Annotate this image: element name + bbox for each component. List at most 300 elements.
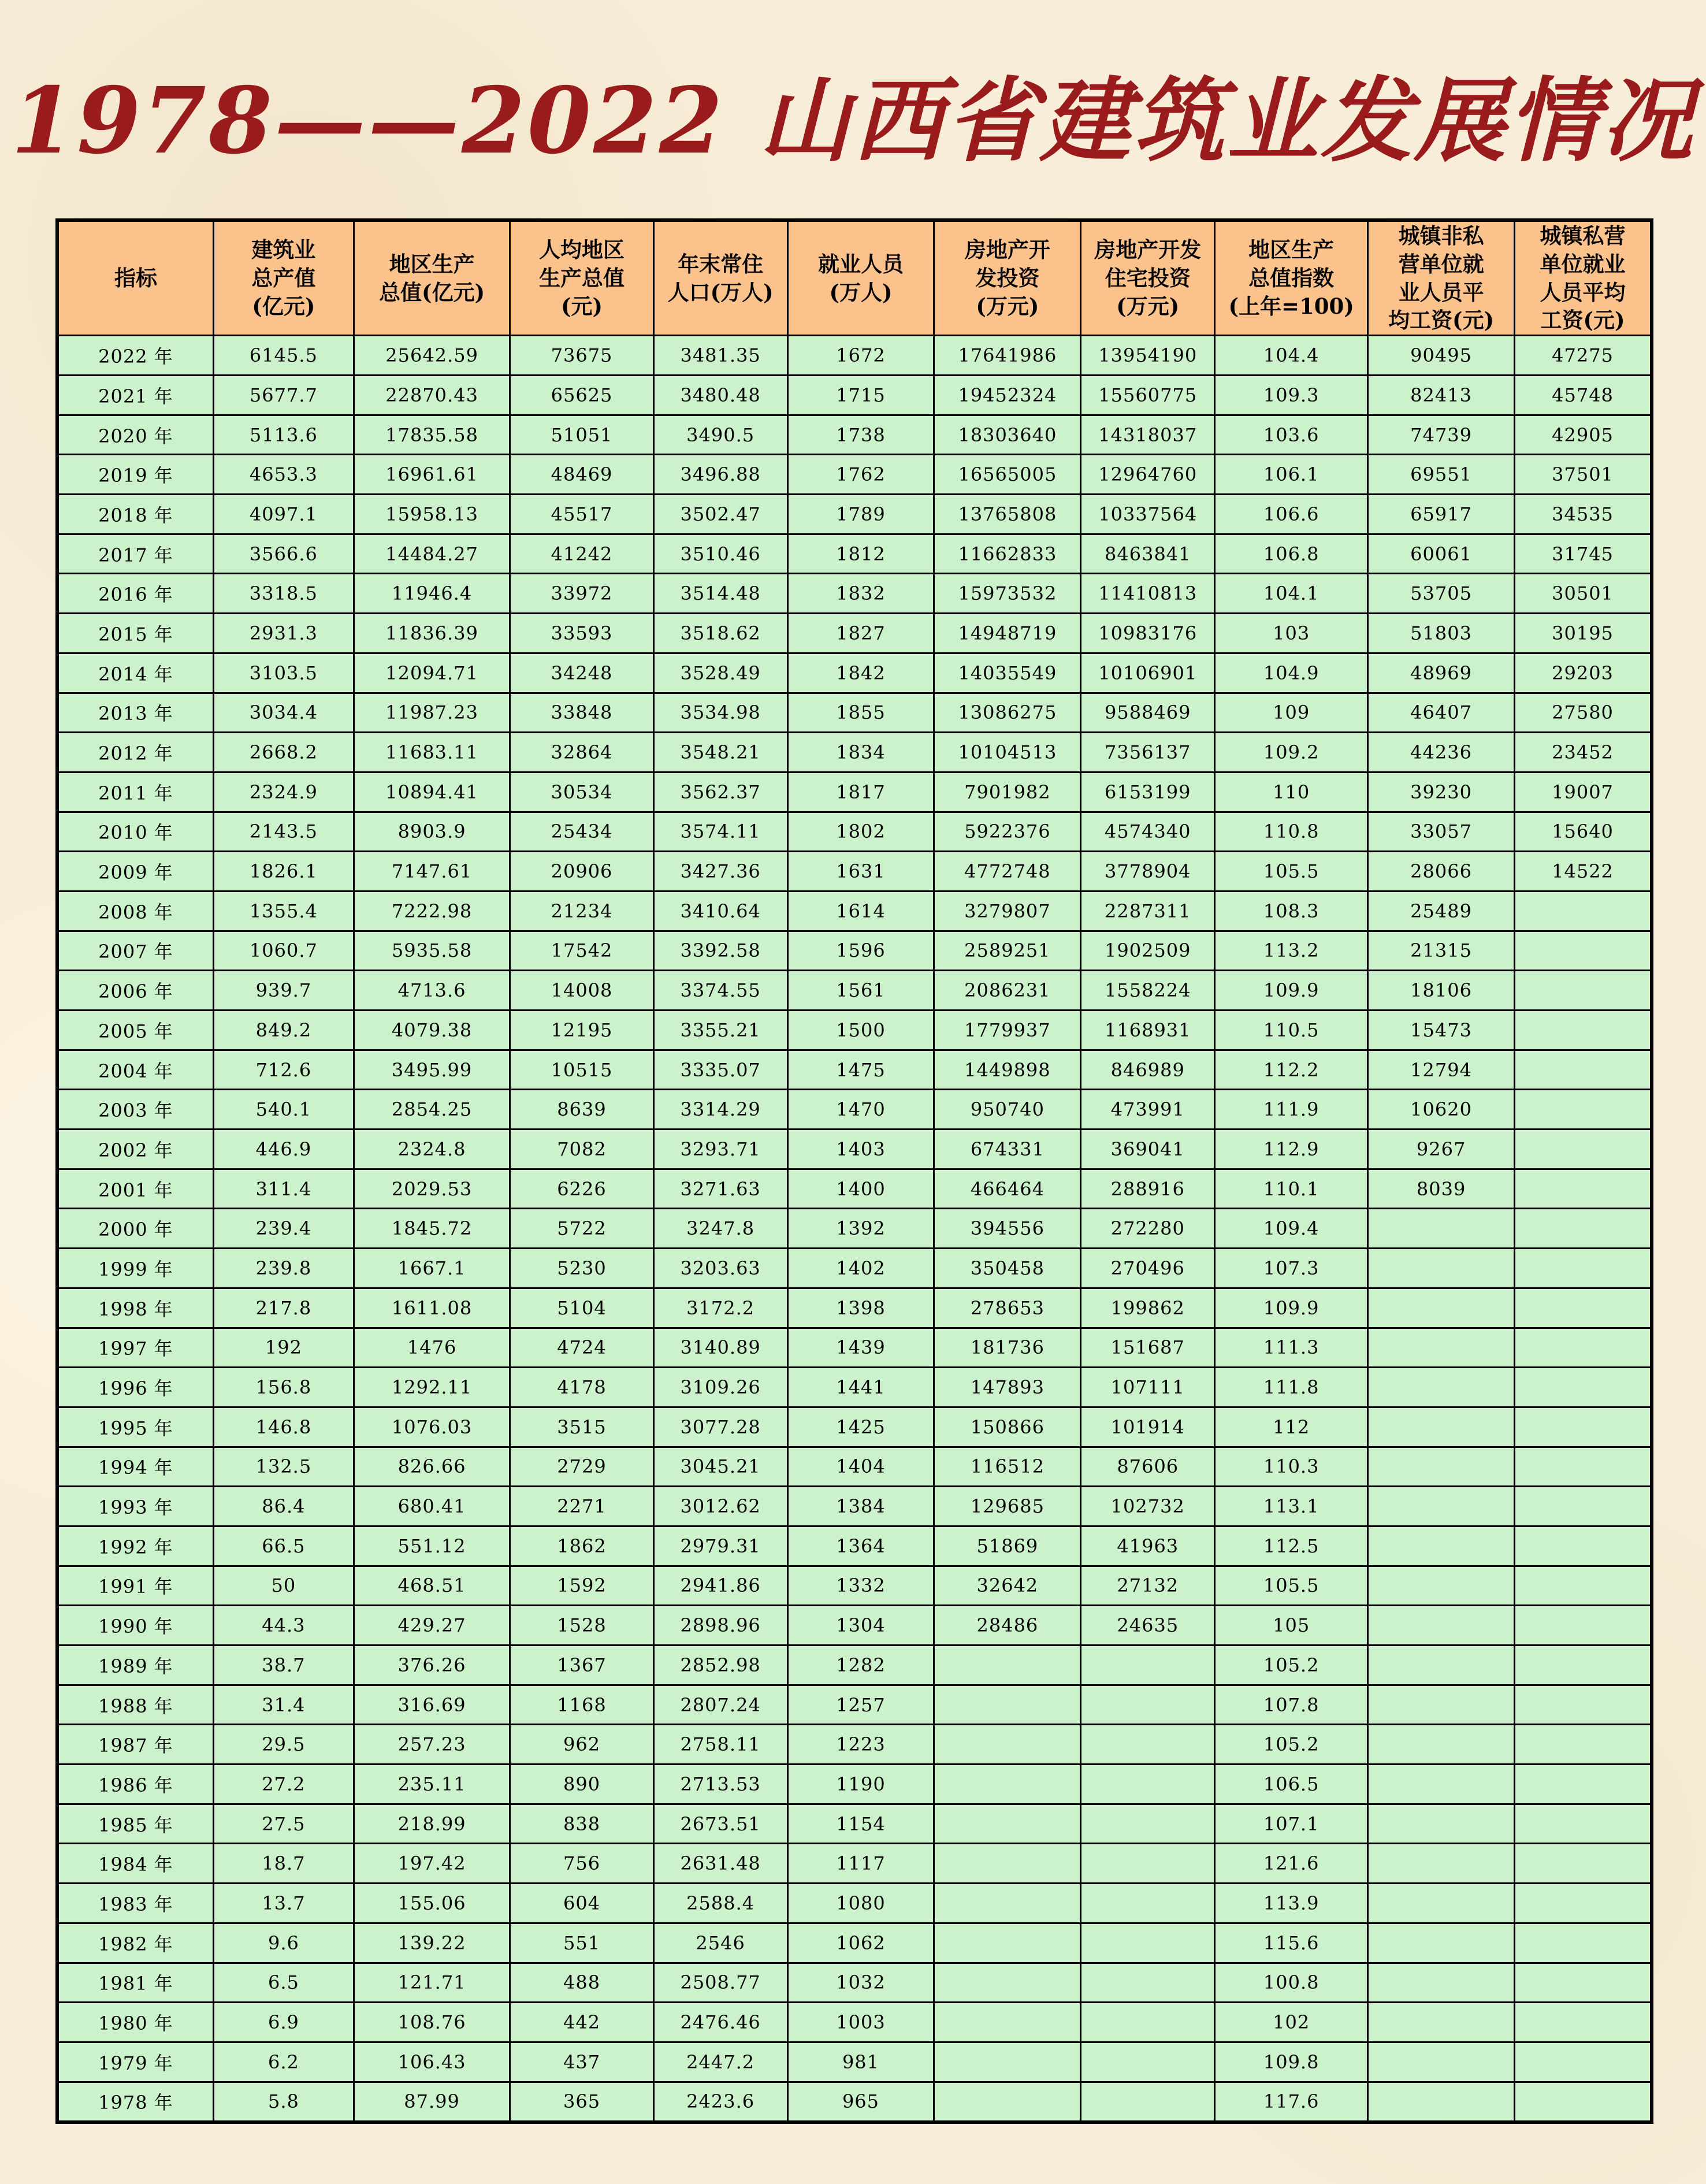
value-cell: 3271.63 xyxy=(653,1169,787,1209)
value-cell: 3045.21 xyxy=(653,1447,787,1487)
value-cell: 11683.11 xyxy=(354,733,510,772)
value-cell: 2898.96 xyxy=(653,1606,787,1646)
value-cell: 1779937 xyxy=(934,1011,1081,1050)
value-cell: 41242 xyxy=(510,534,653,574)
value-cell xyxy=(1081,1646,1215,1685)
value-cell: 3279807 xyxy=(934,891,1081,931)
value-cell xyxy=(1081,1804,1215,1844)
value-cell: 103.6 xyxy=(1215,415,1368,455)
value-cell: 1470 xyxy=(787,1090,934,1130)
column-header-8: 地区生产 总值指数 (上年=100) xyxy=(1215,220,1368,336)
value-cell: 110.3 xyxy=(1215,1447,1368,1487)
value-cell: 3318.5 xyxy=(213,574,354,614)
value-cell: 2758.11 xyxy=(653,1725,787,1765)
value-cell: 217.8 xyxy=(213,1288,354,1328)
column-header-3: 人均地区 生产总值 (元) xyxy=(510,220,653,336)
table-row xyxy=(57,336,1652,376)
value-cell xyxy=(1515,1765,1652,1804)
value-cell: 33972 xyxy=(510,574,653,614)
value-cell: 3355.21 xyxy=(653,1011,787,1050)
value-cell: 17542 xyxy=(510,931,653,971)
value-cell: 31.4 xyxy=(213,1685,354,1725)
value-cell xyxy=(1515,1963,1652,2003)
table-row xyxy=(57,495,1652,534)
value-cell: 1168931 xyxy=(1081,1011,1215,1050)
table-row xyxy=(57,1725,1652,1765)
value-cell: 32642 xyxy=(934,1566,1081,1606)
value-cell: 8639 xyxy=(510,1090,653,1130)
year-cell: 2007 年 xyxy=(57,931,213,971)
value-cell xyxy=(1515,1209,1652,1249)
value-cell: 17835.58 xyxy=(354,415,510,455)
value-cell: 3518.62 xyxy=(653,614,787,653)
value-cell xyxy=(1515,1844,1652,1884)
value-cell: 29203 xyxy=(1515,653,1652,693)
table-row xyxy=(57,534,1652,574)
value-cell: 21315 xyxy=(1368,931,1515,971)
value-cell: 2673.51 xyxy=(653,1804,787,1844)
value-cell: 3514.48 xyxy=(653,574,787,614)
value-cell: 2508.77 xyxy=(653,1963,787,2003)
value-cell: 981 xyxy=(787,2042,934,2082)
value-cell: 1826.1 xyxy=(213,852,354,892)
value-cell: 109 xyxy=(1215,693,1368,733)
value-cell: 87.99 xyxy=(354,2082,510,2122)
value-cell: 112.9 xyxy=(1215,1130,1368,1169)
value-cell xyxy=(1515,2042,1652,2082)
value-cell: 7147.61 xyxy=(354,852,510,892)
value-cell xyxy=(1515,1804,1652,1844)
value-cell: 110.1 xyxy=(1215,1169,1368,1209)
value-cell: 3510.46 xyxy=(653,534,787,574)
value-cell: 106.43 xyxy=(354,2042,510,2082)
value-cell: 1631 xyxy=(787,852,934,892)
year-cell: 2015 年 xyxy=(57,614,213,653)
value-cell: 106.1 xyxy=(1215,455,1368,495)
value-cell: 19452324 xyxy=(934,376,1081,415)
value-cell: 3490.5 xyxy=(653,415,787,455)
value-cell: 466464 xyxy=(934,1169,1081,1209)
value-cell xyxy=(934,1844,1081,1884)
value-cell: 1672 xyxy=(787,336,934,376)
value-cell: 838 xyxy=(510,1804,653,1844)
year-cell: 1988 年 xyxy=(57,1685,213,1725)
year-cell: 1981 年 xyxy=(57,1963,213,2003)
value-cell xyxy=(934,1963,1081,2003)
value-cell: 105.2 xyxy=(1215,1725,1368,1765)
value-cell: 101914 xyxy=(1081,1407,1215,1447)
value-cell: 113.1 xyxy=(1215,1487,1368,1526)
value-cell: 51869 xyxy=(934,1526,1081,1566)
year-cell: 2006 年 xyxy=(57,971,213,1011)
value-cell: 604 xyxy=(510,1884,653,1923)
value-cell: 3562.37 xyxy=(653,772,787,812)
year-cell: 1987 年 xyxy=(57,1725,213,1765)
value-cell: 18106 xyxy=(1368,971,1515,1011)
value-cell: 1304 xyxy=(787,1606,934,1646)
value-cell: 106.5 xyxy=(1215,1765,1368,1804)
value-cell xyxy=(1515,971,1652,1011)
value-cell: 8039 xyxy=(1368,1169,1515,1209)
value-cell: 37501 xyxy=(1515,455,1652,495)
table-row xyxy=(57,1368,1652,1407)
value-cell: 270496 xyxy=(1081,1249,1215,1288)
value-cell: 14318037 xyxy=(1081,415,1215,455)
value-cell: 39230 xyxy=(1368,772,1515,812)
value-cell: 1902509 xyxy=(1081,931,1215,971)
year-cell: 2013 年 xyxy=(57,693,213,733)
year-cell: 1993 年 xyxy=(57,1487,213,1526)
table-row xyxy=(57,2042,1652,2082)
value-cell: 1190 xyxy=(787,1765,934,1804)
table-row xyxy=(57,852,1652,892)
value-cell: 2941.86 xyxy=(653,1566,787,1606)
value-cell xyxy=(1368,1288,1515,1328)
year-cell: 2002 年 xyxy=(57,1130,213,1169)
value-cell xyxy=(1368,1566,1515,1606)
value-cell xyxy=(1515,1526,1652,1566)
value-cell: 147893 xyxy=(934,1368,1081,1407)
value-cell: 7356137 xyxy=(1081,733,1215,772)
value-cell: 1439 xyxy=(787,1328,934,1368)
value-cell xyxy=(1368,1447,1515,1487)
value-cell: 488 xyxy=(510,1963,653,2003)
value-cell: 25489 xyxy=(1368,891,1515,931)
value-cell: 14522 xyxy=(1515,852,1652,892)
value-cell: 10894.41 xyxy=(354,772,510,812)
value-cell: 12094.71 xyxy=(354,653,510,693)
value-cell xyxy=(934,1725,1081,1765)
column-header-2: 地区生产 总值(亿元) xyxy=(354,220,510,336)
table-row xyxy=(57,1130,1652,1169)
value-cell: 100.8 xyxy=(1215,1963,1368,2003)
value-cell: 2931.3 xyxy=(213,614,354,653)
value-cell: 3778904 xyxy=(1081,852,1215,892)
value-cell: 139.22 xyxy=(354,1923,510,1963)
value-cell: 1762 xyxy=(787,455,934,495)
table-row xyxy=(57,1288,1652,1328)
value-cell xyxy=(1515,1487,1652,1526)
year-cell: 2005 年 xyxy=(57,1011,213,1050)
value-cell: 4097.1 xyxy=(213,495,354,534)
value-cell: 28066 xyxy=(1368,852,1515,892)
value-cell: 33848 xyxy=(510,693,653,733)
value-cell: 316.69 xyxy=(354,1685,510,1725)
value-cell: 6226 xyxy=(510,1169,653,1209)
year-cell: 2001 年 xyxy=(57,1169,213,1209)
value-cell: 2324.8 xyxy=(354,1130,510,1169)
table-row xyxy=(57,1526,1652,1566)
column-header-5: 就业人员 (万人) xyxy=(787,220,934,336)
value-cell: 11987.23 xyxy=(354,693,510,733)
value-cell: 27.2 xyxy=(213,1765,354,1804)
table-row xyxy=(57,772,1652,812)
value-cell: 113.2 xyxy=(1215,931,1368,971)
value-cell: 350458 xyxy=(934,1249,1081,1288)
table-row xyxy=(57,614,1652,653)
value-cell: 5.8 xyxy=(213,2082,354,2122)
value-cell: 1834 xyxy=(787,733,934,772)
value-cell xyxy=(1368,1844,1515,1884)
value-cell: 116512 xyxy=(934,1447,1081,1487)
value-cell: 3548.21 xyxy=(653,733,787,772)
value-cell xyxy=(1515,1566,1652,1606)
value-cell xyxy=(1515,1090,1652,1130)
value-cell: 965 xyxy=(787,2082,934,2122)
table-row xyxy=(57,1050,1652,1090)
table-row xyxy=(57,1090,1652,1130)
value-cell: 551 xyxy=(510,1923,653,1963)
value-cell xyxy=(1368,1884,1515,1923)
value-cell: 1558224 xyxy=(1081,971,1215,1011)
value-cell xyxy=(1515,1725,1652,1765)
value-cell xyxy=(1081,1765,1215,1804)
year-cell: 2016 年 xyxy=(57,574,213,614)
year-cell: 1991 年 xyxy=(57,1566,213,1606)
table-body xyxy=(57,336,1652,2122)
value-cell xyxy=(934,2082,1081,2122)
value-cell xyxy=(934,1923,1081,1963)
value-cell: 3410.64 xyxy=(653,891,787,931)
value-cell: 2854.25 xyxy=(354,1090,510,1130)
value-cell: 102 xyxy=(1215,2003,1368,2042)
value-cell: 146.8 xyxy=(213,1407,354,1447)
value-cell: 8463841 xyxy=(1081,534,1215,574)
value-cell: 1596 xyxy=(787,931,934,971)
year-cell: 1994 年 xyxy=(57,1447,213,1487)
value-cell: 3502.47 xyxy=(653,495,787,534)
value-cell: 3103.5 xyxy=(213,653,354,693)
value-cell: 104.4 xyxy=(1215,336,1368,376)
value-cell xyxy=(1081,2082,1215,2122)
value-cell: 27580 xyxy=(1515,693,1652,733)
value-cell xyxy=(1515,1884,1652,1923)
value-cell: 10106901 xyxy=(1081,653,1215,693)
value-cell: 82413 xyxy=(1368,376,1515,415)
value-cell xyxy=(1515,2003,1652,2042)
value-cell: 3534.98 xyxy=(653,693,787,733)
value-cell: 2979.31 xyxy=(653,1526,787,1566)
value-cell xyxy=(1368,2042,1515,2082)
value-cell: 105 xyxy=(1215,1606,1368,1646)
value-cell: 1845.72 xyxy=(354,1209,510,1249)
value-cell: 29.5 xyxy=(213,1725,354,1765)
value-cell: 24635 xyxy=(1081,1606,1215,1646)
value-cell: 1076.03 xyxy=(354,1407,510,1447)
value-cell: 1402 xyxy=(787,1249,934,1288)
value-cell xyxy=(1368,1487,1515,1526)
column-header-4: 年末常住 人口(万人) xyxy=(653,220,787,336)
value-cell: 756 xyxy=(510,1844,653,1884)
value-cell: 34248 xyxy=(510,653,653,693)
value-cell: 22870.43 xyxy=(354,376,510,415)
value-cell: 45517 xyxy=(510,495,653,534)
value-cell: 1827 xyxy=(787,614,934,653)
value-cell xyxy=(1515,2082,1652,2122)
value-cell: 30195 xyxy=(1515,614,1652,653)
year-cell: 1983 年 xyxy=(57,1884,213,1923)
value-cell xyxy=(1515,1328,1652,1368)
value-cell xyxy=(934,1685,1081,1725)
value-cell: 369041 xyxy=(1081,1130,1215,1169)
value-cell: 376.26 xyxy=(354,1646,510,1685)
value-cell: 1032 xyxy=(787,1963,934,2003)
value-cell: 3140.89 xyxy=(653,1328,787,1368)
value-cell: 1364 xyxy=(787,1526,934,1566)
value-cell xyxy=(1515,931,1652,971)
table-row xyxy=(57,2003,1652,2042)
value-cell: 1060.7 xyxy=(213,931,354,971)
column-header-0: 指标 xyxy=(57,220,213,336)
value-cell: 2807.24 xyxy=(653,1685,787,1725)
value-cell: 87606 xyxy=(1081,1447,1215,1487)
value-cell: 2029.53 xyxy=(354,1169,510,1209)
value-cell xyxy=(1368,1249,1515,1288)
value-cell: 1441 xyxy=(787,1368,934,1407)
value-cell: 5677.7 xyxy=(213,376,354,415)
value-cell: 2852.98 xyxy=(653,1646,787,1685)
value-cell: 13086275 xyxy=(934,693,1081,733)
value-cell: 192 xyxy=(213,1328,354,1368)
year-cell: 2011 年 xyxy=(57,772,213,812)
value-cell: 1802 xyxy=(787,812,934,852)
value-cell: 11410813 xyxy=(1081,574,1215,614)
value-cell: 1080 xyxy=(787,1884,934,1923)
value-cell: 121.6 xyxy=(1215,1844,1368,1884)
value-cell: 105.5 xyxy=(1215,1566,1368,1606)
table-row xyxy=(57,1249,1652,1288)
value-cell: 680.41 xyxy=(354,1487,510,1526)
value-cell: 890 xyxy=(510,1765,653,1804)
value-cell: 12964760 xyxy=(1081,455,1215,495)
value-cell: 11662833 xyxy=(934,534,1081,574)
value-cell: 10983176 xyxy=(1081,614,1215,653)
table-row xyxy=(57,931,1652,971)
value-cell: 4079.38 xyxy=(354,1011,510,1050)
year-cell: 1985 年 xyxy=(57,1804,213,1844)
value-cell: 10337564 xyxy=(1081,495,1215,534)
value-cell: 2271 xyxy=(510,1487,653,1526)
value-cell: 42905 xyxy=(1515,415,1652,455)
year-cell: 2022 年 xyxy=(57,336,213,376)
value-cell xyxy=(1515,891,1652,931)
value-cell: 1384 xyxy=(787,1487,934,1526)
value-cell: 117.6 xyxy=(1215,2082,1368,2122)
value-cell: 1738 xyxy=(787,415,934,455)
value-cell: 3374.55 xyxy=(653,971,787,1011)
value-cell: 27132 xyxy=(1081,1566,1215,1606)
table-row xyxy=(57,1923,1652,1963)
value-cell: 105.2 xyxy=(1215,1646,1368,1685)
value-cell xyxy=(1515,1169,1652,1209)
value-cell: 826.66 xyxy=(354,1447,510,1487)
value-cell: 51051 xyxy=(510,415,653,455)
year-cell: 1989 年 xyxy=(57,1646,213,1685)
value-cell: 1667.1 xyxy=(354,1249,510,1288)
table-row xyxy=(57,1169,1652,1209)
value-cell: 10620 xyxy=(1368,1090,1515,1130)
value-cell: 6.2 xyxy=(213,2042,354,2082)
value-cell: 1117 xyxy=(787,1844,934,1884)
value-cell: 3480.48 xyxy=(653,376,787,415)
value-cell: 1476 xyxy=(354,1328,510,1368)
table-row xyxy=(57,1011,1652,1050)
value-cell: 2423.6 xyxy=(653,2082,787,2122)
value-cell xyxy=(1368,1407,1515,1447)
year-cell: 2020 年 xyxy=(57,415,213,455)
value-cell: 53705 xyxy=(1368,574,1515,614)
table-row xyxy=(57,1407,1652,1447)
value-cell: 108.76 xyxy=(354,2003,510,2042)
value-cell: 111.9 xyxy=(1215,1090,1368,1130)
value-cell: 9.6 xyxy=(213,1923,354,1963)
value-cell xyxy=(1081,1923,1215,1963)
value-cell: 3528.49 xyxy=(653,653,787,693)
year-cell: 1998 年 xyxy=(57,1288,213,1328)
value-cell: 2589251 xyxy=(934,931,1081,971)
value-cell: 1398 xyxy=(787,1288,934,1328)
table-row xyxy=(57,1685,1652,1725)
value-cell xyxy=(1515,1130,1652,1169)
value-cell: 121.71 xyxy=(354,1963,510,2003)
value-cell: 15640 xyxy=(1515,812,1652,852)
year-cell: 2014 年 xyxy=(57,653,213,693)
table-row xyxy=(57,1765,1652,1804)
value-cell: 2447.2 xyxy=(653,2042,787,2082)
value-cell: 199862 xyxy=(1081,1288,1215,1328)
value-cell: 1449898 xyxy=(934,1050,1081,1090)
year-cell: 1996 年 xyxy=(57,1368,213,1407)
value-cell: 9588469 xyxy=(1081,693,1215,733)
value-cell: 11946.4 xyxy=(354,574,510,614)
value-cell xyxy=(934,1884,1081,1923)
value-cell: 44.3 xyxy=(213,1606,354,1646)
value-cell: 8903.9 xyxy=(354,812,510,852)
value-cell: 3515 xyxy=(510,1407,653,1447)
value-cell: 30534 xyxy=(510,772,653,812)
value-cell: 3034.4 xyxy=(213,693,354,733)
table-row xyxy=(57,1646,1652,1685)
column-header-6: 房地产开 发投资 (万元) xyxy=(934,220,1081,336)
value-cell: 1154 xyxy=(787,1804,934,1844)
value-cell: 15473 xyxy=(1368,1011,1515,1050)
value-cell: 218.99 xyxy=(354,1804,510,1844)
value-cell: 1404 xyxy=(787,1447,934,1487)
value-cell: 103 xyxy=(1215,614,1368,653)
value-cell: 12195 xyxy=(510,1011,653,1050)
value-cell: 10515 xyxy=(510,1050,653,1090)
value-cell: 6.9 xyxy=(213,2003,354,2042)
value-cell xyxy=(1368,1526,1515,1566)
table-row xyxy=(57,1447,1652,1487)
year-cell: 1979 年 xyxy=(57,2042,213,2082)
value-cell: 311.4 xyxy=(213,1169,354,1209)
value-cell: 41963 xyxy=(1081,1526,1215,1566)
value-cell: 1425 xyxy=(787,1407,934,1447)
table-row xyxy=(57,733,1652,772)
value-cell: 108.3 xyxy=(1215,891,1368,931)
value-cell: 112.5 xyxy=(1215,1526,1368,1566)
value-cell xyxy=(1368,2082,1515,2122)
value-cell: 14484.27 xyxy=(354,534,510,574)
value-cell: 181736 xyxy=(934,1328,1081,1368)
value-cell: 1528 xyxy=(510,1606,653,1646)
value-cell: 5230 xyxy=(510,1249,653,1288)
value-cell: 11836.39 xyxy=(354,614,510,653)
value-cell: 6.5 xyxy=(213,1963,354,2003)
value-cell: 47275 xyxy=(1515,336,1652,376)
table-row xyxy=(57,693,1652,733)
